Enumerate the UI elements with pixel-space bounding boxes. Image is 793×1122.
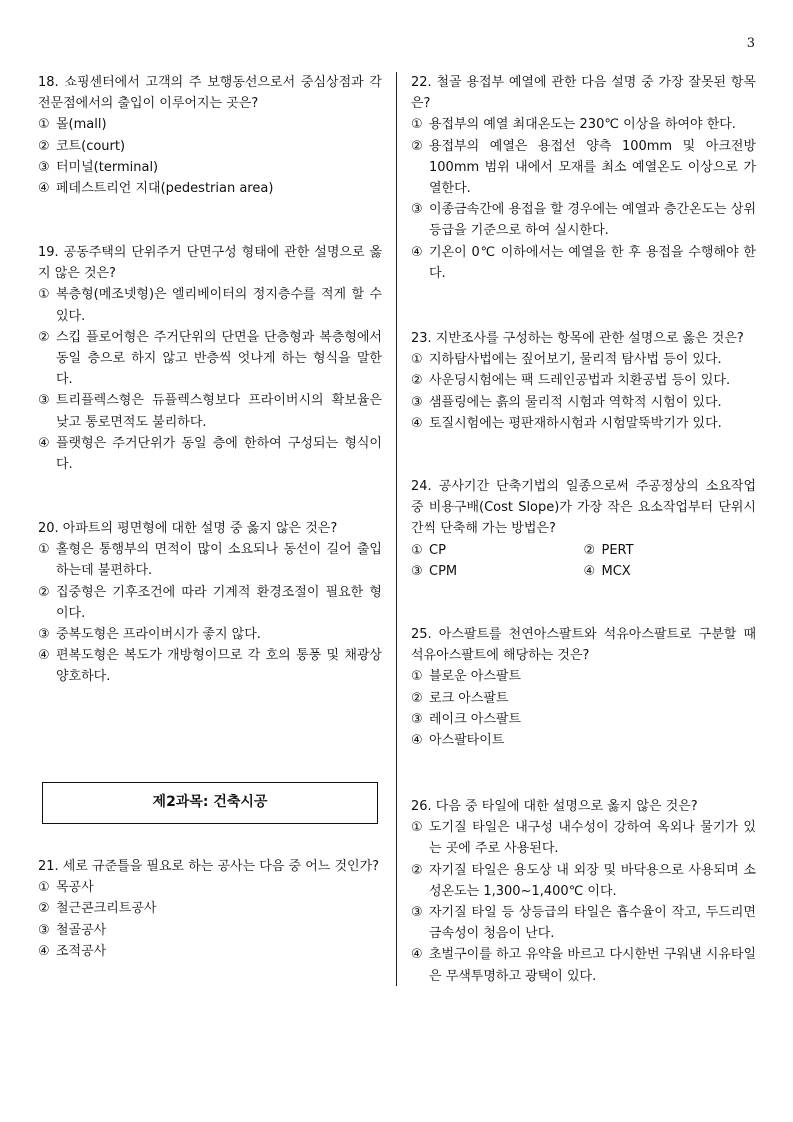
option-2[interactable]: ② 용접부의 예열은 용접선 양측 100mm 및 아크전방 100mm 범위 내에서 모재를 최소 예열온도 이상으로 가열한다.	[411, 138, 756, 197]
option-3[interactable]: ③ 자기질 타일 등 상등급의 타일은 흡수율이 작고, 두드리면 금속성이 청음이 난다.	[411, 905, 756, 942]
question-text: 20. 아파트의 평면형에 대한 설명 중 옳지 않은 것은?	[38, 521, 338, 536]
option-4[interactable]: ④ 편복도형은 복도가 개방형이므로 각 호의 통풍 및 채광상 양호하다.	[38, 648, 382, 685]
options-row-1	[411, 540, 756, 561]
options-row-2	[411, 561, 756, 582]
option-3[interactable]: ③ CPM	[411, 563, 458, 579]
question-text: 22. 철골 용접부 예열에 관한 다음 설명 중 가장 잘못된 항목은?	[411, 75, 756, 112]
question-text: 26. 다음 중 타일에 대한 설명으로 옳지 않은 것은?	[411, 799, 698, 814]
option-1[interactable]: ① 몰(mall)	[38, 117, 107, 133]
option-2[interactable]: ② 코트(court)	[38, 138, 126, 154]
option-3[interactable]: ③ 철골공사	[38, 922, 107, 938]
question-24	[411, 476, 756, 582]
question-19	[38, 242, 382, 475]
option-1[interactable]: ① CP	[411, 542, 446, 558]
option-4[interactable]: ④ 조적공사	[38, 943, 107, 959]
question-text: 19. 공동주택의 단위주거 단면구성 형태에 관한 설명으로 옳지 않은 것은?	[38, 245, 382, 282]
question-text: 21. 세로 규준틀을 필요로 하는 공사는 다음 중 어느 것인가?	[38, 859, 380, 874]
question-23	[411, 328, 756, 434]
option-1[interactable]: ① 목공사	[38, 880, 94, 896]
question-text: 25. 아스팔트를 천연아스팔트와 석유아스팔트로 구분할 때 석유아스팔트에 해당하는 것은?	[411, 627, 756, 664]
question-20	[38, 518, 382, 688]
option-2[interactable]: ② 집중형은 기후조건에 따라 기계적 환경조절이 필요한 형이다.	[38, 584, 382, 621]
option-2[interactable]: ② 자기질 타일은 용도상 내 외장 및 바닥용으로 사용되며 소성온도는 1,300~1,400℃ 이다.	[411, 862, 756, 899]
question-21	[38, 856, 382, 962]
option-1[interactable]: ① 블로운 아스팔트	[411, 669, 522, 685]
option-4[interactable]: ④ 아스팔타이트	[411, 733, 505, 749]
question-25	[411, 624, 756, 751]
section-title: 제2과목: 건축시공	[152, 794, 268, 811]
option-4[interactable]: ④ 플랫형은 주거단위가 동일 층에 한하여 구성되는 형식이다.	[38, 435, 382, 473]
column-divider	[396, 72, 397, 986]
option-3[interactable]: ③ 레이크 아스팔트	[411, 711, 522, 727]
option-1[interactable]: ① 홀형은 통행부의 면적이 많이 소요되나 동선이 길어 출입하는데 불편하다.	[38, 542, 382, 579]
question-text: 23. 지반조사를 구성하는 항목에 관한 설명으로 옳은 것은?	[411, 331, 744, 346]
option-2[interactable]: ② 사운딩시험에는 팩 드레인공법과 치환공법 등이 있다.	[411, 373, 731, 389]
option-3[interactable]: ③ 샘플링에는 흙의 물리적 시험과 역학적 시험이 있다.	[411, 394, 722, 410]
option-2[interactable]: ② 철근콘크리트공사	[38, 901, 157, 917]
option-4[interactable]: ④ 초벌구이를 하고 유약을 바르고 다시한번 구워낸 시유타일은 무색투명하고 광택이 있다.	[411, 947, 756, 984]
option-4[interactable]: ④ 페데스트리언 지대(pedestrian area)	[38, 181, 274, 197]
question-22	[411, 72, 756, 284]
option-3[interactable]: ③ 중복도형은 프라이버시가 좋지 않다.	[38, 627, 261, 643]
option-4[interactable]: ④ 기온이 0℃ 이하에서는 예열을 한 후 용접을 수행해야 한다.	[411, 244, 756, 281]
option-1[interactable]: ① 복층형(메조넷형)은 엘리베이터의 정지층수를 적게 할 수 있다.	[38, 287, 382, 324]
option-1[interactable]: ① 도기질 타일은 내구성 내수성이 강하여 옥외나 물기가 있는 곳에 주로 사용된다.	[411, 820, 756, 857]
option-2[interactable]: ② PERT	[583, 542, 634, 558]
question-text: 24. 공사기간 단축기법의 일종으로써 주공정상의 소요작업 중 비용구배(Cost Slope)가 가장 작은 요소작업부터 단위시간씩 단축해 가는 방법은?	[411, 479, 756, 537]
option-2[interactable]: ② 스킵 플로어형은 주거단위의 단면을 단층형과 복층형에서 동일 층으로 하지 않고 반층씩 엇나게 하는 형식을 말한다.	[38, 329, 382, 388]
option-1[interactable]: ① 지하탐사법에는 짚어보기, 물리적 탐사법 등이 있다.	[411, 352, 722, 368]
option-3[interactable]: ③ 터미널(terminal)	[38, 159, 159, 175]
option-3[interactable]: ③ 이종금속간에 용접을 할 경우에는 예열과 층간온도는 상위등급을 기준으로 하여 실시한다.	[411, 202, 756, 239]
question-text: 18. 쇼핑센터에서 고객의 주 보행동선으로서 중심상점과 각 전문점에서의 출입이 이루어지는 곳은?	[38, 75, 382, 112]
option-4[interactable]: ④ MCX	[583, 563, 631, 579]
option-4[interactable]: ④ 토질시험에는 평판재하시험과 시험말뚝박기가 있다.	[411, 415, 722, 431]
option-3[interactable]: ③ 트리플렉스형은 듀플렉스형보다 프라이버시의 확보율은 낮고 통로면적도 불리하다.	[38, 393, 382, 430]
option-2[interactable]: ② 로크 아스팔트	[411, 690, 509, 706]
section-header-box	[42, 782, 378, 824]
page-number: 3	[746, 36, 755, 51]
option-1[interactable]: ① 용접부의 예열 최대온도는 230℃ 이상을 하여야 한다.	[411, 117, 736, 133]
question-18	[38, 72, 382, 199]
question-26	[411, 796, 756, 987]
